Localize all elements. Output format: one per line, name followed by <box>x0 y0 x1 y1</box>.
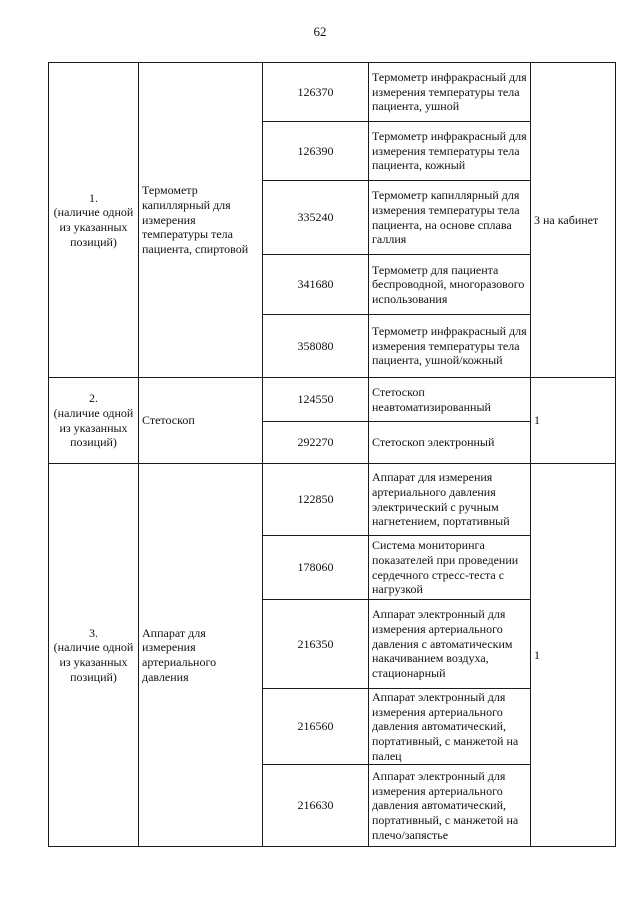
group-quantity: 1 <box>531 378 616 464</box>
group-number-cell <box>49 378 139 464</box>
table-row <box>49 378 616 422</box>
item-description: Термометр инфракрасный для измерения температуры тела пациента, ушной <box>369 63 531 122</box>
item-code: 178060 <box>263 536 369 600</box>
group-number: 2. <box>89 391 98 406</box>
group-number-cell <box>49 464 139 847</box>
group-name: Термометр капиллярный для измерения температуры тела пациента, спиртовой <box>139 63 263 378</box>
item-description: Система мониторинга показателей при проведении сердечного стресс-теста с нагрузкой <box>369 536 531 600</box>
group-number-cell <box>49 63 139 378</box>
group-number: 1. <box>89 190 98 205</box>
item-description: Термометр для пациента беспроводной, многоразового использования <box>369 255 531 315</box>
item-description: Аппарат электронный для измерения артериального давления автоматический, портативный, с манжетой на плечо/запястье <box>369 765 531 847</box>
item-code: 341680 <box>263 255 369 315</box>
item-description: Термометр инфракрасный для измерения температуры тела пациента, кожный <box>369 122 531 181</box>
group-note: (наличие одной из указанных позиций) <box>53 405 134 450</box>
equipment-table <box>48 62 616 847</box>
item-code: 122850 <box>263 464 369 536</box>
item-description: Термометр капиллярный для измерения температуры тела пациента, на основе сплава галлия <box>369 181 531 255</box>
item-description: Стетоскоп электронный <box>369 422 531 464</box>
item-code: 292270 <box>263 422 369 464</box>
item-code: 126390 <box>263 122 369 181</box>
table-row <box>49 464 616 536</box>
item-code: 358080 <box>263 315 369 378</box>
item-description: Аппарат электронный для измерения артериального давления с автоматическим накачиванием воздуха, стационарный <box>369 600 531 689</box>
group-note: (наличие одной из указанных позиций) <box>53 640 134 684</box>
item-description: Аппарат для измерения артериального давления электрический с ручным нагнетением, портативный <box>369 464 531 536</box>
item-code: 216350 <box>263 600 369 689</box>
item-code: 124550 <box>263 378 369 422</box>
item-description: Стетоскоп неавтоматизированный <box>369 378 531 422</box>
group-quantity: 1 <box>531 464 616 847</box>
item-code: 216630 <box>263 765 369 847</box>
item-description: Термометр инфракрасный для измерения температуры тела пациента, ушной/кожный <box>369 315 531 378</box>
group-note: (наличие одной из указанных позиций) <box>53 205 134 249</box>
group-name: Стетоскоп <box>139 378 263 464</box>
group-name: Аппарат для измерения артериального давления <box>139 464 263 847</box>
table-row <box>49 63 616 122</box>
group-number: 3. <box>89 625 98 640</box>
item-description: Аппарат электронный для измерения артериального давления автоматический, портативный, с манжетой на палец <box>369 689 531 765</box>
item-code: 126370 <box>263 63 369 122</box>
item-code: 216560 <box>263 689 369 765</box>
page-number: 62 <box>313 24 327 39</box>
group-quantity: 3 на кабинет <box>531 63 616 378</box>
item-code: 335240 <box>263 181 369 255</box>
